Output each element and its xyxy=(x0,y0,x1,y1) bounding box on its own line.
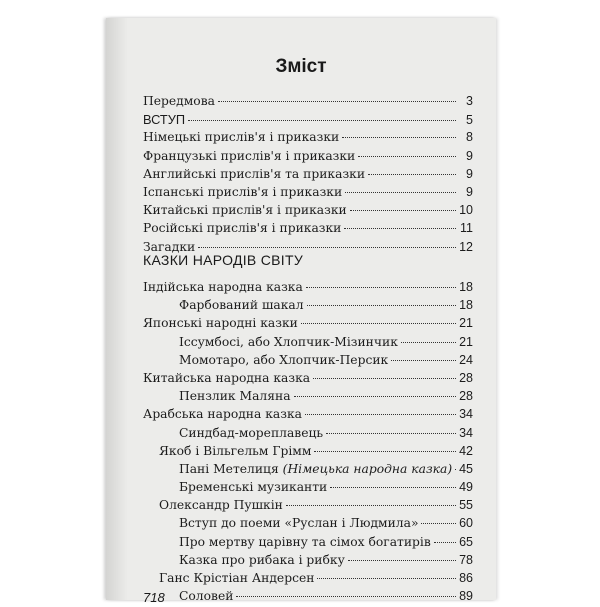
toc-entry-label: Фарбований шакал xyxy=(179,298,304,313)
toc-entry-page: 9 xyxy=(466,166,473,181)
dot-leader xyxy=(342,136,456,138)
toc-entry xyxy=(143,371,473,389)
toc-entry-page: 49 xyxy=(459,480,473,495)
toc-entry xyxy=(143,298,473,316)
toc-entry-label: Арабська народна казка xyxy=(143,407,302,422)
toc-entry-page: 18 xyxy=(459,298,473,313)
toc-entry-label: Російські прислів'я і приказки xyxy=(143,221,342,236)
toc-entry xyxy=(143,389,473,407)
toc-entry-label: Соловей xyxy=(179,589,234,604)
dot-leader xyxy=(286,504,456,506)
toc-entry-page: 86 xyxy=(459,571,473,585)
toc-entry-page: 21 xyxy=(459,316,473,331)
toc-entry-title: Пані Метелиця xyxy=(179,461,279,476)
toc-entry-label: Якоб і Вільгельм Грімм xyxy=(159,443,312,458)
dot-leader xyxy=(301,322,456,324)
toc-entry-label: Китайська народна казка xyxy=(143,370,311,385)
toc-entry-label: Английські прислів'я та приказки xyxy=(143,166,366,181)
dot-leader xyxy=(313,377,456,379)
dot-leader xyxy=(314,450,456,452)
toc-entry-page: 8 xyxy=(466,130,473,145)
toc-entry-label: Індійська народна казка xyxy=(143,280,303,294)
toc-entry xyxy=(143,203,473,221)
toc-entry xyxy=(143,149,473,167)
toc-entry-label: Синдбад-мореплавець xyxy=(179,425,324,440)
section-heading: КАЗКИ НАРОДІВ СВІТУ xyxy=(143,252,304,268)
toc-entry-page: 45 xyxy=(459,461,473,476)
dot-leader xyxy=(421,522,456,524)
dot-leader xyxy=(307,304,456,306)
toc-entry-label: Іспанські прислів'я і приказки xyxy=(143,184,343,199)
toc-entry xyxy=(143,353,473,371)
toc-entry-label: Китайські прислів'я і приказки xyxy=(143,203,347,218)
dot-leader xyxy=(368,173,456,175)
dot-leader xyxy=(326,432,456,434)
toc-entry-page: 65 xyxy=(459,534,473,549)
dot-leader xyxy=(348,559,456,561)
toc-entry xyxy=(143,280,473,298)
toc-entry xyxy=(143,444,473,462)
toc-entry-label: Казка про рибака і рибку xyxy=(179,552,345,567)
toc-entry-page: 21 xyxy=(459,334,473,349)
toc-entry-page: 42 xyxy=(459,443,473,458)
dot-leader xyxy=(236,595,456,597)
dot-leader xyxy=(455,468,456,470)
dot-leader xyxy=(306,286,456,288)
toc-entry-note: (Німецька народна казка) xyxy=(282,461,453,476)
toc-entry-page: 9 xyxy=(466,184,473,199)
toc-entry xyxy=(143,553,473,571)
toc-entry-label: Німецькі прислів'я і приказки xyxy=(143,130,340,145)
toc-entry-label: ВСТУП xyxy=(143,112,186,128)
toc-entry-label: Момотаро, або Хлопчик-Персик xyxy=(179,352,389,367)
toc-entry xyxy=(143,94,473,112)
toc-entry-label: Французькі прислів'я і приказки xyxy=(143,148,356,163)
toc-entry-page: 9 xyxy=(466,148,473,163)
toc-entry-page: 89 xyxy=(459,589,473,604)
toc-entry-page: 3 xyxy=(466,94,473,108)
dot-leader xyxy=(188,119,456,121)
toc-entry-page: 34 xyxy=(459,425,473,440)
toc-entry xyxy=(143,498,473,516)
toc-entry-page: 12 xyxy=(459,239,473,254)
toc-entry-page: 78 xyxy=(459,552,473,567)
toc-entry-page: 34 xyxy=(459,407,473,422)
toc-entry-page: 28 xyxy=(459,370,473,385)
dot-leader xyxy=(294,395,456,397)
toc-entry xyxy=(143,316,473,334)
toc-entry xyxy=(143,426,473,444)
toc-entry xyxy=(143,167,473,185)
toc-entry-label xyxy=(179,462,452,476)
toc-front-matter xyxy=(143,94,473,258)
toc-entry-label: Вступ до поеми «Руслан і Людмила» xyxy=(179,516,419,531)
toc-entry-label: Олександр Пушкін xyxy=(159,498,283,513)
dot-leader xyxy=(305,413,456,415)
toc-entry-page: 10 xyxy=(459,203,473,218)
toc-entry-label: Іссумбосі, або Хлопчик-Мізинчик xyxy=(179,334,398,349)
toc-entry-label: Пензлик Маляна xyxy=(179,389,291,404)
dot-leader xyxy=(218,100,456,102)
toc-entry xyxy=(143,589,473,607)
dot-leader xyxy=(344,227,456,229)
toc-entry-page: 11 xyxy=(460,221,473,236)
dot-leader xyxy=(345,191,456,193)
toc-entry xyxy=(143,516,473,534)
dot-leader xyxy=(330,486,456,488)
toc-entry-label: Ганс Крістіан Андерсен xyxy=(159,571,315,585)
toc-entry-page: 60 xyxy=(459,516,473,531)
toc-entry xyxy=(143,407,473,425)
page-title: Зміст xyxy=(275,56,327,77)
dot-leader xyxy=(358,155,456,157)
toc-entry-page: 24 xyxy=(459,352,473,367)
book-page xyxy=(106,18,496,605)
toc-entry-page: 5 xyxy=(466,113,473,128)
page-number: 718 xyxy=(143,590,165,605)
toc-entry-page: 55 xyxy=(459,498,473,513)
dot-leader xyxy=(317,577,456,579)
toc-entry-label: Передмова xyxy=(143,94,215,108)
dot-leader xyxy=(198,246,456,248)
dot-leader xyxy=(391,359,456,361)
toc-entry-page: 28 xyxy=(459,389,473,404)
toc-entry-label: Японські народні казки xyxy=(143,316,298,331)
dot-leader xyxy=(350,209,456,211)
toc-entry xyxy=(143,571,473,589)
toc-entry-label: Загадки xyxy=(143,239,196,254)
dot-leader xyxy=(401,341,456,343)
toc-entry xyxy=(143,335,473,353)
toc-entry-page: 18 xyxy=(459,280,473,294)
toc-entry xyxy=(143,185,473,203)
dot-leader xyxy=(434,541,456,543)
toc-entry xyxy=(143,130,473,148)
toc-entry xyxy=(143,221,473,239)
toc-entry-label: Про мертву царівну та сімох богатирів xyxy=(179,534,431,549)
toc-entry xyxy=(143,112,473,130)
toc-entry xyxy=(143,535,473,553)
toc-tales xyxy=(143,280,473,607)
toc-entry-label: Бременські музиканти xyxy=(179,480,328,495)
toc-entry xyxy=(143,480,473,498)
toc-entry xyxy=(143,462,473,480)
